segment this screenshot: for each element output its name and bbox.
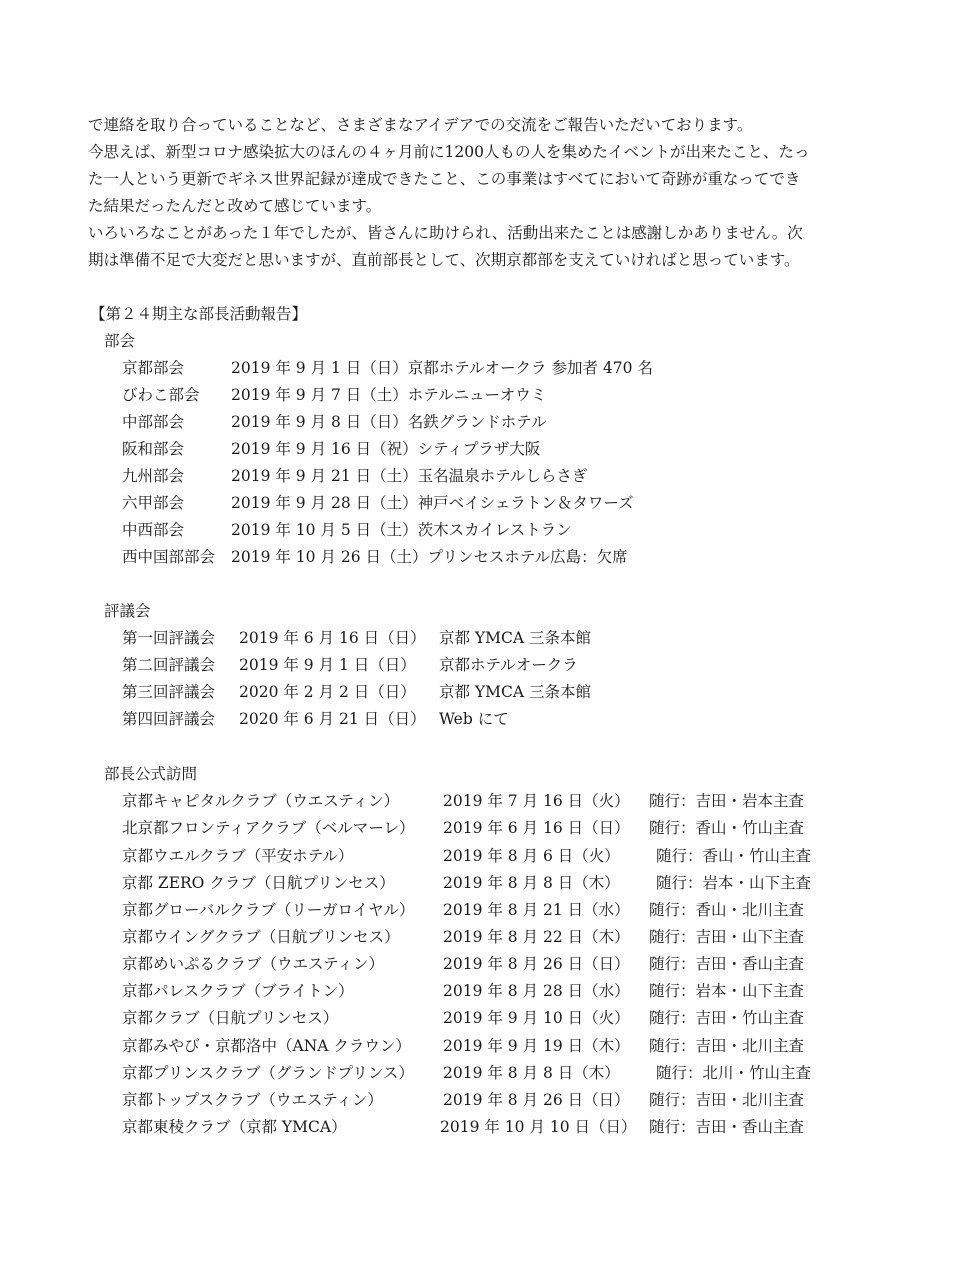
bukai-name: 西中国部部会 <box>122 548 216 566</box>
visit-escort: 随行：吉田・山下主査 <box>649 928 805 946</box>
visit-escort: 随行：吉田・香山主査 <box>649 955 805 973</box>
visit-escort: 随行：香山・竹山主査 <box>649 819 805 837</box>
paragraph-line: で連絡を取り合っていることなど、さまざまなアイデアでの交流をご報告いただいております。 <box>88 116 753 134</box>
bukai-name: 中部部会 <box>122 413 185 431</box>
visit-escort: 随行：岩本・山下主査 <box>649 982 805 1000</box>
visit-club: 京都東稜クラブ（京都 YMCA） <box>122 1118 347 1136</box>
visit-date: 2019 年 8 月 8 日（木） <box>443 874 620 892</box>
visit-club: 京都キャピタルクラブ（ウエスティン） <box>122 792 400 810</box>
paragraph-line: 今思えば、新型コロナ感染拡大のほんの４ヶ月前に1200人もの人を集めたイベントが出来たこと、たっ <box>88 143 810 161</box>
bukai-detail: 2019 年 9 月 8 日（日）名鉄グランドホテル <box>231 413 547 431</box>
bukai-detail: 2019 年 9 月 28 日（土）神戸ベイシェラトン＆タワーズ <box>231 494 634 512</box>
paragraph-line: た一人という更新でギネス世界記録が達成できたこと、この事業はすべてにおいて奇跡が重なってでき <box>88 170 801 188</box>
hyogikai-place: Web にて <box>439 710 509 728</box>
visit-club: 京都クラブ（日航プリンセス） <box>122 1009 339 1027</box>
hyogikai-date: 2019 年 9 月 1 日（日） <box>239 656 416 674</box>
visit-date: 2019 年 8 月 8 日（木） <box>443 1064 620 1082</box>
hyogikai-place: 京都 YMCA 三条本館 <box>439 683 592 701</box>
report-title: 【第２４期主な部長活動報告】 <box>90 305 308 323</box>
paragraph-line: た結果だったんだと改めて感じています。 <box>88 197 382 215</box>
visit-club: 京都パレスクラブ（ブライトン） <box>122 982 354 1000</box>
visit-club: 京都ウイングクラブ（日航プリンセス） <box>122 928 400 946</box>
visit-club: 京都みやび・京都洛中（ANA クラウン） <box>122 1037 411 1055</box>
bukai-detail: 2019 年 9 月 1 日（日）京都ホテルオークラ 参加者 470 名 <box>231 359 653 377</box>
visit-date: 2019 年 8 月 26 日（日） <box>443 955 630 973</box>
visit-escort: 随行：吉田・岩本主査 <box>649 792 805 810</box>
hyogikai-place: 京都 YMCA 三条本館 <box>439 629 592 647</box>
bukai-detail: 2019 年 10 月 26 日（土）プリンセスホテル広島：欠席 <box>231 548 628 566</box>
hyogikai-date: 2020 年 6 月 21 日（日） <box>239 710 426 728</box>
visit-date: 2019 年 8 月 6 日（火） <box>443 847 620 865</box>
visit-date: 2019 年 8 月 22 日（木） <box>443 928 630 946</box>
visit-date: 2019 年 9 月 10 日（火） <box>443 1009 630 1027</box>
section-heading-hyogikai: 評議会 <box>104 602 151 620</box>
visit-date: 2019 年 8 月 28 日（水） <box>443 982 630 1000</box>
bukai-name: 阪和部会 <box>122 440 185 458</box>
visit-club: 京都めいぷるクラブ（ウエスティン） <box>122 955 384 973</box>
paragraph-line: いろいろなことがあった１年でしたが、皆さんに助けられ、活動出来たことは感謝しかありません。次 <box>88 224 803 242</box>
hyogikai-name: 第一回評議会 <box>122 629 216 647</box>
visit-club: 京都トップスクラブ（ウエスティン） <box>122 1091 383 1109</box>
hyogikai-name: 第三回評議会 <box>122 683 216 701</box>
visit-escort: 随行：吉田・香山主査 <box>649 1118 805 1136</box>
visit-date: 2019 年 7 月 16 日（火） <box>443 792 630 810</box>
visit-escort: 随行：香山・北川主査 <box>649 901 805 919</box>
visit-club: 京都グローバルクラブ（リーガロイヤル） <box>122 901 415 919</box>
hyogikai-name: 第二回評議会 <box>122 656 216 674</box>
visit-escort: 随行：吉田・北川主査 <box>649 1091 805 1109</box>
visit-date: 2019 年 8 月 21 日（水） <box>443 901 630 919</box>
visit-escort: 随行：北川・竹山主査 <box>656 1064 812 1082</box>
paragraph-line: 期は準備不足で大変だと思いますが、直前部長として、次期京都部を支えていければと思っています。 <box>88 251 800 269</box>
visit-escort: 随行：岩本・山下主査 <box>656 874 812 892</box>
hyogikai-name: 第四回評議会 <box>122 710 216 728</box>
bukai-name: 中西部会 <box>122 521 185 539</box>
visit-club: 京都 ZERO クラブ（日航プリンセス） <box>122 874 395 892</box>
bukai-detail: 2019 年 9 月 7 日（土）ホテルニューオウミ <box>231 386 547 404</box>
visit-escort: 随行：吉田・竹山主査 <box>649 1009 805 1027</box>
visit-escort: 随行：吉田・北川主査 <box>649 1037 805 1055</box>
visit-date: 2019 年 8 月 26 日（日） <box>443 1091 630 1109</box>
bukai-name: 九州部会 <box>122 467 185 485</box>
visit-date: 2019 年 9 月 19 日（木） <box>443 1037 630 1055</box>
section-heading-visits: 部長公式訪問 <box>104 765 198 783</box>
bukai-name: 六甲部会 <box>122 494 185 512</box>
hyogikai-date: 2020 年 2 月 2 日（日） <box>239 683 416 701</box>
bukai-name: びわこ部会 <box>122 386 200 404</box>
visit-club: 北京都フロンティアクラブ（ベルマーレ） <box>122 819 415 837</box>
bukai-detail: 2019 年 9 月 16 日（祝）シティプラザ大阪 <box>231 440 541 458</box>
bukai-detail: 2019 年 9 月 21 日（土）玉名温泉ホテルしらさぎ <box>231 467 588 485</box>
hyogikai-place: 京都ホテルオークラ <box>439 656 578 674</box>
visit-date: 2019 年 6 月 16 日（日） <box>443 819 630 837</box>
visit-club: 京都プリンスクラブ（グランドプリンス） <box>122 1064 414 1082</box>
visit-club: 京都ウエルクラブ（平安ホテル） <box>122 847 354 865</box>
bukai-name: 京都部会 <box>122 359 185 377</box>
hyogikai-date: 2019 年 6 月 16 日（日） <box>239 629 426 647</box>
bukai-detail: 2019 年 10 月 5 日（土）茨木スカイレストラン <box>231 521 572 539</box>
section-heading-bukai: 部会 <box>104 332 136 350</box>
visit-date: 2019 年 10 月 10 日（日） <box>440 1118 637 1136</box>
visit-escort: 随行：香山・竹山主査 <box>656 847 812 865</box>
